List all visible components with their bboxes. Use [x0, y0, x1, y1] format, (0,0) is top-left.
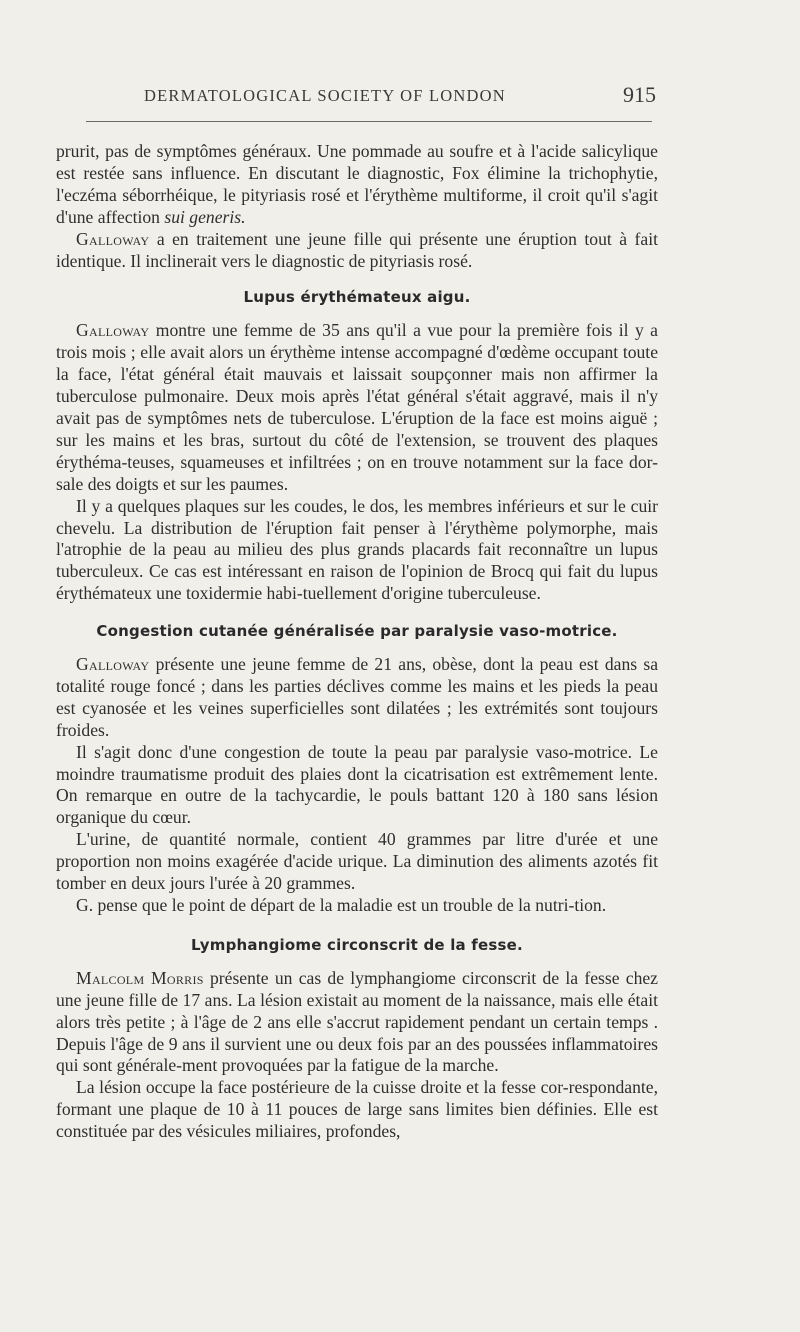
author-name: Galloway — [76, 654, 150, 675]
section-heading: Lupus érythémateux aigu. — [243, 288, 471, 307]
paragraph: L'urine, de quantité normale, contient 40 grammes par litre d'urée et une proportion non moins exagérée d'acide urique. La diminution des aliments azotés fit tomber en deux jours l'urée à 20 grammes. — [56, 829, 658, 894]
paragraph: La lésion occupe la face postérieure de la cuisse droite et la fesse cor-respondante, formant une plaque de 10 à 11 pouces de large sans limites bien définies. Elle est constituée par des vésicules miliaires, profondes, — [56, 1077, 658, 1142]
paragraph: Galloway a en traitement une jeune fille qui présente une éruption tout à fait identique. Il inclinerait vers le diagnostic de pityriasis rosé. — [56, 228, 658, 271]
paragraph: Il s'agit donc d'une congestion de toute la peau par paralysie vaso-motrice. Le moindre traumatisme produit des plaies dont la cicatrisation est extrêmement lente. On remarque en outre de la tachycardie, le pouls battant 120 à 180 sans lésion organique du cœur. — [56, 741, 658, 828]
page-number: 915 — [623, 82, 656, 107]
author-name: Galloway — [76, 228, 150, 249]
paragraph: G. pense que le point de départ de la maladie est un trouble de la nutri-tion. — [76, 895, 607, 915]
author-name: Galloway — [76, 320, 150, 341]
section-heading: Congestion cutanée généralisée par paralysie vaso-motrice. — [96, 622, 618, 641]
author-name: Malcolm Morris — [76, 967, 204, 988]
paragraph: Galloway présente une jeune femme de 21 ans, obèse, dont la peau est dans sa totalité rouge foncé ; dans les parties déclives comme les mains et les pieds la peau est cyanosée et les veines superficielles sont dilatées ; les extrémités sont toujours froides. — [56, 654, 658, 740]
section-heading: Lymphangiome circonscrit de la fesse. — [191, 935, 523, 954]
paragraph: Malcolm Morris présente un cas de lymphangiome circonscrit de la fesse chez une jeune fille de 17 ans. La lésion existait au moment de la naissance, mais elle était alors très petite ; à l'âge de 2 ans elle s'accrut rapidement pendant un certain temps . Depuis l'âge de 9 ans il survient une ou deux fois par an des poussées inflammatoires qui sont générale-ment provoquées par la fatigue de la marche. — [56, 967, 658, 1076]
paragraph: Il y a quelques plaques sur les coudes, le dos, les membres inférieurs et sur le cuir chevelu. La distribution de l'éruption fait penser à l'érythème polymorphe, mais l'atrophie de la peau au milieu des plus grands placards fait reconnaître un lupus tuberculeux. Ce cas est intéressant en raison de l'opinion de Brocq qui fait du lupus érythémateux une toxidermie habi-tuellement d'origine tuberculeuse. — [56, 495, 658, 604]
paragraph: Galloway montre une femme de 35 ans qu'il a vue pour la première fois il y a trois mois ; elle avait alors un érythème intense accompagné d'œdème occupant toute la face, l'état général était mauvais et laissait soupçonner mais non affirmer la tuberculose pulmonaire. Deux mois après l'état général s'était aggravé, mais il n'y avait pas de symptômes nets de tuberculose. L'éruption de la face est moins aiguë ; sur les mains et les bras, surtout du côté de l'extension, se trouvent des plaques érythéma-teuses, squameuses et infiltrées ; on en trouve notamment sur la face dor-sale des doigts et sur les paumes. — [56, 320, 658, 494]
paragraph: prurit, pas de symptômes généraux. Une pommade au soufre et à l'acide salicylique est restée sans influence. En discutant le diagnostic, Fox élimine la trichophytie, l'eczéma séborrhéique, le pityriasis rosé et l'érythème multiforme, il croit qu'il s'agit d'une affection sui generis. — [56, 141, 658, 227]
body-text — [56, 141, 658, 1143]
header-rule — [86, 121, 652, 122]
running-head — [56, 82, 658, 112]
running-title: DERMATOLOGICAL SOCIETY OF LONDON — [144, 86, 506, 105]
